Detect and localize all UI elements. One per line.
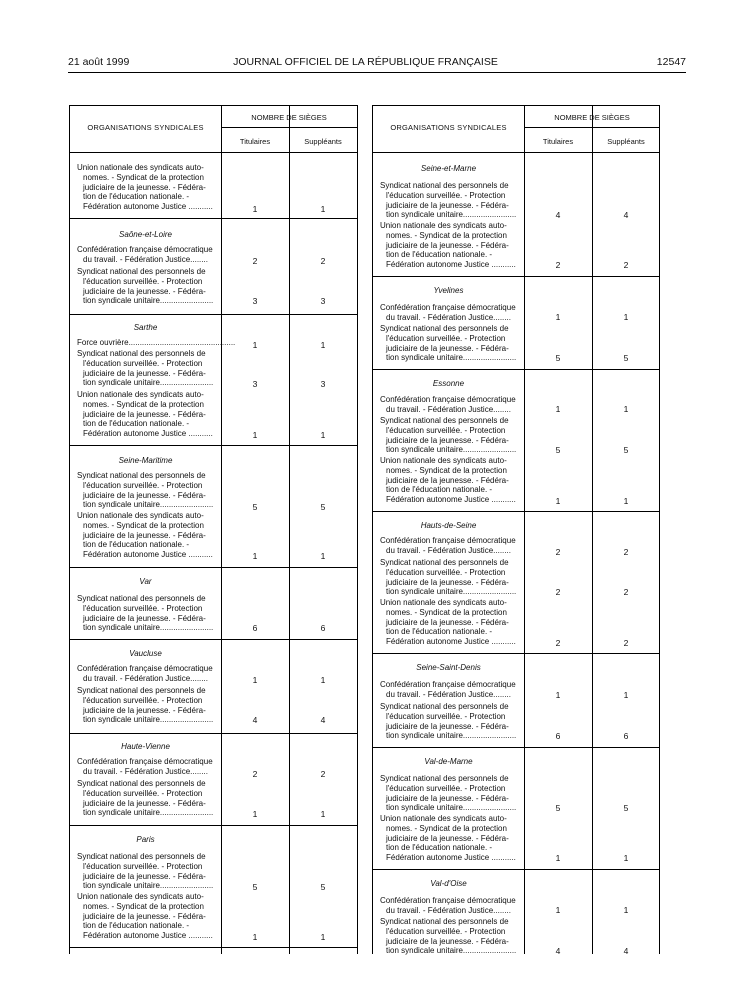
org-name-line: du travail. - Fédération Justice........ xyxy=(386,545,511,555)
header-subdivider xyxy=(221,127,357,128)
titulaires-value: 1 xyxy=(252,932,258,942)
org-name-line: judiciaire de la jeunesse. - Fédéra- xyxy=(83,613,206,623)
org-name-line: Union nationale des syndicats auto- xyxy=(380,598,507,607)
suppleants-value: 3 xyxy=(320,296,326,306)
org-name-line: Syndicat national des personnels de xyxy=(380,181,509,190)
titulaires-value: 5 xyxy=(555,803,561,813)
org-entry xyxy=(380,896,518,916)
org-name-line: l'éducation surveillée. - Protection xyxy=(83,788,203,798)
department-title: Vaucluse xyxy=(129,649,162,658)
titulaires-value: 1 xyxy=(252,675,258,685)
org-name-line: tion syndicale unitaire........................ xyxy=(83,715,214,725)
org-name-line: l'éducation surveillée. - Protection xyxy=(83,861,203,871)
org-name-line: nomes. - Syndicat de la protection xyxy=(83,172,204,182)
suppleants-value: 1 xyxy=(320,340,326,350)
org-name-line: judiciaire de la jeunesse. - Fédéra- xyxy=(83,911,206,921)
org-name-line: tion de l'éducation nationale. - xyxy=(83,921,190,931)
titulaires-value: 4 xyxy=(252,715,258,725)
org-name-line: Syndicat national des personnels de xyxy=(380,416,509,425)
org-name-line: Confédération française démocratique xyxy=(380,536,516,545)
org-name-line: l'éducation surveillée. - Protection xyxy=(386,567,506,577)
header-nombre-sieges: NOMBRE DE SIÈGES xyxy=(251,113,327,122)
titulaires-value: 1 xyxy=(555,853,561,863)
department-title: Sarthe xyxy=(133,323,158,332)
section-divider xyxy=(70,567,357,568)
org-name-line: tion syndicale unitaire........................ xyxy=(83,296,214,306)
org-name-line: Fédération autonome Justice ........... xyxy=(386,495,516,505)
header-subdivider xyxy=(524,127,659,128)
org-entry xyxy=(77,338,236,348)
org-entry xyxy=(380,416,518,455)
section-divider xyxy=(373,369,659,370)
section-divider xyxy=(70,639,357,640)
suppleants-value: 5 xyxy=(320,502,326,512)
org-name-line: tion syndicale unitaire........................ xyxy=(83,881,214,891)
org-entry xyxy=(380,536,518,556)
suppleants-value: 1 xyxy=(320,204,326,214)
org-name-line: nomes. - Syndicat de la protection xyxy=(386,823,507,833)
org-name-line: nomes. - Syndicat de la protection xyxy=(83,901,204,911)
titulaires-value: 6 xyxy=(555,731,561,741)
titulaires-value: 4 xyxy=(555,210,561,220)
department-title: Essonne xyxy=(432,379,465,388)
org-entry xyxy=(77,852,215,891)
org-name-line: l'éducation surveillée. - Protection xyxy=(386,190,506,200)
org-name-line: Confédération française démocratique xyxy=(77,757,213,766)
header-divider xyxy=(70,152,357,153)
titulaires-value: 5 xyxy=(252,502,258,512)
org-name-line: Confédération française démocratique xyxy=(77,245,213,254)
org-name-line: Union nationale des syndicats auto- xyxy=(77,163,204,172)
org-name-line: Confédération française démocratique xyxy=(380,896,516,905)
org-name-line: judiciaire de la jeunesse. - Fédéra- xyxy=(83,705,206,715)
section-divider xyxy=(70,733,357,734)
org-name-line: Syndicat national des personnels de xyxy=(380,324,509,333)
org-entry xyxy=(77,686,215,725)
org-entry xyxy=(77,892,215,941)
org-name-line: judiciaire de la jeunesse. - Fédéra- xyxy=(83,871,206,881)
org-name-line: l'éducation surveillée. - Protection xyxy=(83,603,203,613)
suppleants-value: 3 xyxy=(320,379,326,389)
org-name-line: Union nationale des syndicats auto- xyxy=(77,892,204,901)
column-divider xyxy=(289,106,290,954)
org-name-line: Confédération française démocratique xyxy=(77,664,213,673)
org-name-line: l'éducation surveillée. - Protection xyxy=(83,276,203,286)
header-suppleants: Suppléants xyxy=(607,137,645,146)
column-divider xyxy=(592,106,593,954)
org-name-line: l'éducation surveillée. - Protection xyxy=(83,695,203,705)
org-name-line: Union nationale des syndicats auto- xyxy=(77,390,204,399)
org-name-line: du travail. - Fédération Justice........ xyxy=(83,254,208,264)
header-suppleants: Suppléants xyxy=(304,137,342,146)
titulaires-value: 2 xyxy=(555,587,561,597)
org-name-line: l'éducation surveillée. - Protection xyxy=(386,333,506,343)
org-name-line: judiciaire de la jeunesse. - Fédéra- xyxy=(386,577,509,587)
org-name-line: tion syndicale unitaire........................ xyxy=(386,803,517,813)
org-entry xyxy=(77,664,215,684)
department-title: Yvelines xyxy=(433,286,464,295)
org-entry xyxy=(380,598,518,647)
org-name-line: Union nationale des syndicats auto- xyxy=(380,456,507,465)
section-divider xyxy=(373,653,659,654)
suppleants-value: 4 xyxy=(320,715,326,725)
org-name-line: l'éducation surveillée. - Protection xyxy=(386,425,506,435)
org-name-line: Fédération autonome Justice ........... xyxy=(386,853,516,863)
org-name-line: Syndicat national des personnels de xyxy=(77,686,206,695)
header-title: JOURNAL OFFICIEL DE LA RÉPUBLIQUE FRANÇAISE xyxy=(233,56,498,68)
org-name-line: judiciaire de la jeunesse. - Fédéra- xyxy=(83,286,206,296)
org-name-line: tion de l'éducation nationale. - xyxy=(386,250,493,260)
org-entry xyxy=(77,245,215,265)
org-name-line: tion de l'éducation nationale. - xyxy=(386,485,493,495)
org-name-line: tion syndicale unitaire........................ xyxy=(83,808,214,818)
org-name-line: tion de l'éducation nationale. - xyxy=(386,627,493,637)
org-name-line: Confédération française démocratique xyxy=(380,680,516,689)
org-name-line: Syndicat national des personnels de xyxy=(380,917,509,926)
org-entry xyxy=(77,163,215,212)
section-divider xyxy=(373,276,659,277)
suppleants-value: 5 xyxy=(623,353,629,363)
titulaires-value: 3 xyxy=(252,296,258,306)
section-divider xyxy=(373,747,659,748)
department-title: Val-d'Oise xyxy=(430,879,467,888)
org-name-line: tion syndicale unitaire........................ xyxy=(83,500,214,510)
suppleants-value: 1 xyxy=(623,404,629,414)
org-name-line: Fédération autonome Justice ........... xyxy=(83,202,213,212)
titulaires-value: 2 xyxy=(555,260,561,270)
suppleants-value: 1 xyxy=(320,932,326,942)
header-titulaires: Titulaires xyxy=(239,137,271,146)
header-date: 21 août 1999 xyxy=(68,56,130,68)
org-name-line: Confédération française démocratique xyxy=(380,395,516,404)
suppleants-value: 1 xyxy=(623,690,629,700)
org-name-line: nomes. - Syndicat de la protection xyxy=(386,607,507,617)
org-name-line: judiciaire de la jeunesse. - Fédéra- xyxy=(83,182,206,192)
org-name-line: Syndicat national des personnels de xyxy=(380,702,509,711)
column-divider xyxy=(524,106,525,954)
org-entry xyxy=(380,558,518,597)
org-name-line: l'éducation surveillée. - Protection xyxy=(386,711,506,721)
header-organisations: ORGANISATIONS SYNDICALES xyxy=(390,123,507,132)
org-name-line: Union nationale des syndicats auto- xyxy=(77,511,204,520)
org-name-line: judiciaire de la jeunesse. - Fédéra- xyxy=(386,200,509,210)
org-name-line: judiciaire de la jeunesse. - Fédéra- xyxy=(386,435,509,445)
suppleants-value: 1 xyxy=(320,809,326,819)
suppleants-value: 2 xyxy=(623,260,629,270)
department-title: Saône-et-Loire xyxy=(119,230,172,239)
org-name-line: Fédération autonome Justice ........... xyxy=(83,550,213,560)
titulaires-value: 5 xyxy=(252,882,258,892)
org-entry xyxy=(77,267,215,306)
org-name-line: Fédération autonome Justice ........... xyxy=(83,429,213,439)
org-entry xyxy=(380,456,518,505)
suppleants-value: 1 xyxy=(320,675,326,685)
org-name-line: l'éducation surveillée. - Protection xyxy=(386,926,506,936)
org-name-line: Syndicat national des personnels de xyxy=(77,594,206,603)
suppleants-value: 2 xyxy=(320,256,326,266)
org-name-line: Union nationale des syndicats auto- xyxy=(380,814,507,823)
org-name-line: tion syndicale unitaire........................ xyxy=(83,378,214,388)
org-entry xyxy=(77,511,215,560)
titulaires-value: 2 xyxy=(252,256,258,266)
column-divider xyxy=(221,106,222,954)
section-divider xyxy=(373,511,659,512)
titulaires-value: 5 xyxy=(555,353,561,363)
suppleants-value: 5 xyxy=(623,803,629,813)
org-entry xyxy=(77,390,215,439)
org-name-line: judiciaire de la jeunesse. - Fédéra- xyxy=(83,368,206,378)
titulaires-value: 2 xyxy=(555,547,561,557)
org-name-line: Syndicat national des personnels de xyxy=(77,779,206,788)
department-title: Seine-et-Marne xyxy=(420,164,477,173)
titulaires-value: 1 xyxy=(252,809,258,819)
org-entry xyxy=(380,702,518,741)
org-name-line: Fédération autonome Justice ........... xyxy=(83,931,213,941)
org-name-line: Force ouvrière................................................ xyxy=(77,338,236,347)
org-entry xyxy=(77,779,215,818)
org-name-line: judiciaire de la jeunesse. - Fédéra- xyxy=(386,721,509,731)
suppleants-value: 4 xyxy=(623,946,629,956)
org-entry xyxy=(380,181,518,220)
titulaires-value: 1 xyxy=(555,312,561,322)
header-divider xyxy=(373,152,659,153)
org-name-line: judiciaire de la jeunesse. - Fédéra- xyxy=(83,409,206,419)
suppleants-value: 2 xyxy=(623,547,629,557)
org-entry xyxy=(77,471,215,510)
org-name-line: Confédération française démocratique xyxy=(380,303,516,312)
section-divider xyxy=(70,314,357,315)
org-name-line: nomes. - Syndicat de la protection xyxy=(386,230,507,240)
org-name-line: Syndicat national des personnels de xyxy=(77,852,206,861)
org-name-line: l'éducation surveillée. - Protection xyxy=(83,480,203,490)
org-name-line: du travail. - Fédération Justice........ xyxy=(386,312,511,322)
titulaires-value: 1 xyxy=(555,496,561,506)
seats-table-right xyxy=(372,105,660,954)
suppleants-value: 1 xyxy=(320,551,326,561)
org-name-line: judiciaire de la jeunesse. - Fédéra- xyxy=(83,490,206,500)
suppleants-value: 2 xyxy=(623,587,629,597)
org-name-line: tion syndicale unitaire........................ xyxy=(386,353,517,363)
org-name-line: judiciaire de la jeunesse. - Fédéra- xyxy=(386,793,509,803)
org-name-line: Syndicat national des personnels de xyxy=(77,267,206,276)
department-title: Seine-Saint-Denis xyxy=(416,663,481,672)
suppleants-value: 2 xyxy=(320,769,326,779)
header-titulaires: Titulaires xyxy=(542,137,574,146)
org-name-line: judiciaire de la jeunesse. - Fédéra- xyxy=(83,530,206,540)
org-entry xyxy=(380,395,518,415)
org-entry xyxy=(380,917,518,956)
titulaires-value: 2 xyxy=(252,769,258,779)
titulaires-value: 4 xyxy=(555,946,561,956)
org-name-line: tion de l'éducation nationale. - xyxy=(83,192,190,202)
org-name-line: du travail. - Fédération Justice........ xyxy=(83,766,208,776)
org-name-line: nomes. - Syndicat de la protection xyxy=(386,465,507,475)
department-title: Var xyxy=(139,577,152,586)
org-name-line: tion syndicale unitaire........................ xyxy=(386,445,517,455)
org-name-line: tion syndicale unitaire........................ xyxy=(386,731,517,741)
org-entry xyxy=(77,594,215,633)
org-entry xyxy=(77,349,215,388)
header-nombre-sieges: NOMBRE DE SIÈGES xyxy=(554,113,630,122)
org-name-line: du travail. - Fédération Justice........ xyxy=(386,404,511,414)
department-title: Haute-Vienne xyxy=(121,742,170,751)
org-entry xyxy=(77,757,215,777)
section-divider xyxy=(70,947,357,948)
org-name-line: Syndicat national des personnels de xyxy=(77,471,206,480)
org-entry xyxy=(380,814,518,863)
org-name-line: Syndicat national des personnels de xyxy=(77,349,206,358)
org-name-line: Syndicat national des personnels de xyxy=(380,558,509,567)
titulaires-value: 1 xyxy=(555,404,561,414)
org-name-line: judiciaire de la jeunesse. - Fédéra- xyxy=(386,936,509,946)
org-entry xyxy=(380,324,518,363)
suppleants-value: 1 xyxy=(623,312,629,322)
org-name-line: nomes. - Syndicat de la protection xyxy=(83,520,204,530)
org-name-line: tion syndicale unitaire........................ xyxy=(386,946,517,956)
suppleants-value: 1 xyxy=(623,496,629,506)
org-name-line: Union nationale des syndicats auto- xyxy=(380,221,507,230)
org-name-line: Syndicat national des personnels de xyxy=(380,774,509,783)
org-name-line: Fédération autonome Justice ........... xyxy=(386,260,516,270)
titulaires-value: 6 xyxy=(252,623,258,633)
org-name-line: judiciaire de la jeunesse. - Fédéra- xyxy=(386,833,509,843)
org-name-line: l'éducation surveillée. - Protection xyxy=(386,783,506,793)
suppleants-value: 4 xyxy=(623,210,629,220)
org-name-line: judiciaire de la jeunesse. - Fédéra- xyxy=(386,475,509,485)
titulaires-value: 1 xyxy=(252,340,258,350)
org-name-line: judiciaire de la jeunesse. - Fédéra- xyxy=(83,798,206,808)
suppleants-value: 5 xyxy=(320,882,326,892)
section-divider xyxy=(70,218,357,219)
suppleants-value: 1 xyxy=(623,905,629,915)
department-title: Val-de-Marne xyxy=(424,757,473,766)
section-divider xyxy=(373,869,659,870)
titulaires-value: 1 xyxy=(252,204,258,214)
org-name-line: tion de l'éducation nationale. - xyxy=(83,419,190,429)
org-name-line: tion de l'éducation nationale. - xyxy=(83,540,190,550)
page-number: 12547 xyxy=(656,56,686,68)
suppleants-value: 6 xyxy=(623,731,629,741)
titulaires-value: 5 xyxy=(555,445,561,455)
org-name-line: nomes. - Syndicat de la protection xyxy=(83,399,204,409)
org-name-line: tion syndicale unitaire........................ xyxy=(83,623,214,633)
section-divider xyxy=(70,445,357,446)
titulaires-value: 2 xyxy=(555,638,561,648)
suppleants-value: 2 xyxy=(623,638,629,648)
department-title: Seine-Maritime xyxy=(118,456,173,465)
titulaires-value: 1 xyxy=(252,551,258,561)
org-name-line: du travail. - Fédération Justice........ xyxy=(386,905,511,915)
org-name-line: l'éducation surveillée. - Protection xyxy=(83,358,203,368)
org-name-line: judiciaire de la jeunesse. - Fédéra- xyxy=(386,343,509,353)
section-divider xyxy=(70,825,357,826)
department-title: Hauts-de-Seine xyxy=(420,521,477,530)
org-name-line: judiciaire de la jeunesse. - Fédéra- xyxy=(386,617,509,627)
org-name-line: tion syndicale unitaire........................ xyxy=(386,587,517,597)
suppleants-value: 1 xyxy=(623,853,629,863)
suppleants-value: 1 xyxy=(320,430,326,440)
org-name-line: Fédération autonome Justice ........... xyxy=(386,637,516,647)
titulaires-value: 1 xyxy=(555,905,561,915)
seats-table-left xyxy=(69,105,358,954)
titulaires-value: 3 xyxy=(252,379,258,389)
suppleants-value: 5 xyxy=(623,445,629,455)
org-name-line: du travail. - Fédération Justice........ xyxy=(83,673,208,683)
titulaires-value: 1 xyxy=(252,430,258,440)
org-name-line: tion de l'éducation nationale. - xyxy=(386,843,493,853)
header-rule xyxy=(68,72,686,73)
suppleants-value: 6 xyxy=(320,623,326,633)
org-entry xyxy=(380,303,518,323)
org-name-line: tion syndicale unitaire........................ xyxy=(386,210,517,220)
org-entry xyxy=(380,221,518,270)
org-entry xyxy=(380,774,518,813)
header-organisations: ORGANISATIONS SYNDICALES xyxy=(87,123,204,132)
department-title: Paris xyxy=(136,835,155,844)
org-entry xyxy=(380,680,518,700)
titulaires-value: 1 xyxy=(555,690,561,700)
org-name-line: judiciaire de la jeunesse. - Fédéra- xyxy=(386,240,509,250)
org-name-line: du travail. - Fédération Justice........ xyxy=(386,689,511,699)
